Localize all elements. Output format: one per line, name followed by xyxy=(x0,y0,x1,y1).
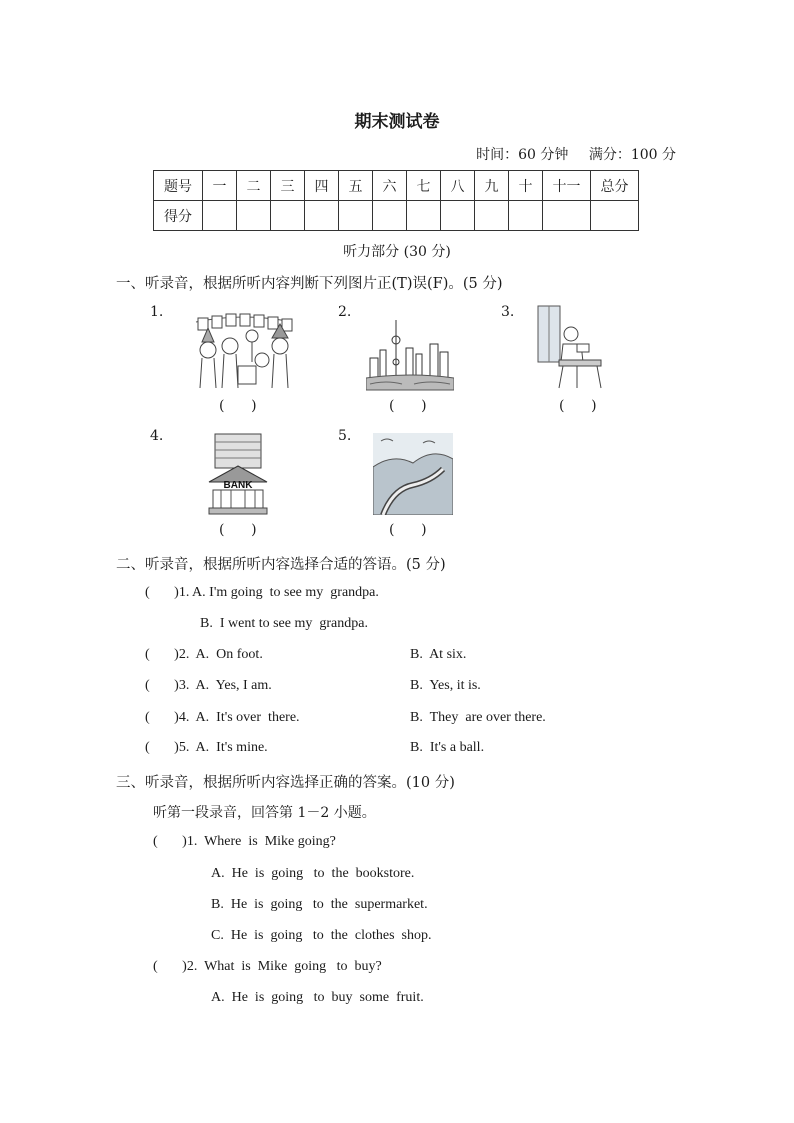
question-3-2: ( )2. What is Mike going to buy? xyxy=(153,959,382,974)
score-cell[interactable] xyxy=(509,201,543,231)
header-cell: 七 xyxy=(407,171,441,201)
answer-blank[interactable]: ( ) xyxy=(389,398,427,414)
header-cell: 三 xyxy=(271,171,305,201)
question-2-3-option-b: B. Yes, it is. xyxy=(410,678,481,693)
score-cell[interactable] xyxy=(339,201,373,231)
section3-heading: 三、听录音，根据所听内容选择正确的答案。(10 分) xyxy=(116,775,455,791)
item-number: 1. xyxy=(150,304,164,320)
question-2-1: ( )1. A. I'm going to see my grandpa. xyxy=(145,585,379,600)
header-cell: 八 xyxy=(441,171,475,201)
question-2-2-option-b: B. At six. xyxy=(410,647,467,662)
question-2-4-option-a: ( )4. A. It's over there. xyxy=(145,710,300,725)
answer-blank[interactable]: ( ) xyxy=(559,398,597,414)
question-3-1-option-a: A. He is going to the bookstore. xyxy=(211,866,415,881)
question-3-1-option-c: C. He is going to the clothes shop. xyxy=(211,928,432,943)
answer-blank[interactable]: ( ) xyxy=(389,522,427,538)
item-number: 4. xyxy=(150,428,164,444)
score-cell[interactable] xyxy=(237,201,271,231)
great-wall-icon xyxy=(373,433,453,515)
item-number: 2. xyxy=(338,304,352,320)
birthday-party-icon xyxy=(188,310,300,394)
score-cell[interactable] xyxy=(407,201,441,231)
score-cell[interactable] xyxy=(591,201,639,231)
bank-sign: BANK xyxy=(223,480,253,491)
question-2-5-option-b: B. It's a ball. xyxy=(410,740,485,755)
item-number: 3. xyxy=(501,304,515,320)
girl-reading-icon xyxy=(537,304,607,392)
question-2-1-option-b: B. I went to see my grandpa. xyxy=(200,616,368,631)
page-title: 期末测试卷 xyxy=(354,112,440,132)
full-score: 满分：100 分 xyxy=(588,147,676,163)
score-cell[interactable] xyxy=(475,201,509,231)
score-table-header-row xyxy=(154,171,639,201)
score-cell[interactable] xyxy=(441,201,475,231)
score-cell[interactable] xyxy=(271,201,305,231)
time-limit: 时间：60 分钟 xyxy=(476,147,569,163)
score-cell[interactable] xyxy=(203,201,237,231)
header-cell: 六 xyxy=(373,171,407,201)
score-cell[interactable] xyxy=(543,201,591,231)
header-cell: 十 xyxy=(509,171,543,201)
question-2-5-option-a: ( )5. A. It's mine. xyxy=(145,740,268,755)
listening-section-header: 听力部分 (30 分) xyxy=(343,244,451,260)
score-cell[interactable] xyxy=(305,201,339,231)
question-2-4-option-b: B. They are over there. xyxy=(410,710,546,725)
header-cell: 十一 xyxy=(543,171,591,201)
answer-blank[interactable]: ( ) xyxy=(219,522,257,538)
section3-subheading: 听第一段录音，回答第 1－2 小题。 xyxy=(153,805,376,821)
question-3-1-option-b: B. He is going to the supermarket. xyxy=(211,897,428,912)
item-number: 5. xyxy=(338,428,352,444)
header-cell: 二 xyxy=(237,171,271,201)
question-3-2-option-a: A. He is going to buy some fruit. xyxy=(211,990,424,1005)
question-2-2-option-a: ( )2. A. On foot. xyxy=(145,647,263,662)
header-cell: 总分 xyxy=(591,171,639,201)
header-cell: 题号 xyxy=(154,171,203,201)
exam-meta xyxy=(476,144,676,164)
score-cell[interactable] xyxy=(373,201,407,231)
section1-heading: 一、听录音，根据所听内容判断下列图片正(T)误(F)。(5 分) xyxy=(116,276,503,292)
city-skyline-icon xyxy=(366,318,454,394)
score-table xyxy=(153,170,639,231)
section2-heading: 二、听录音，根据所听内容选择合适的答语。(5 分) xyxy=(116,557,446,573)
bank-icon xyxy=(207,432,269,516)
question-3-1: ( )1. Where is Mike going? xyxy=(153,834,336,849)
question-2-3-option-a: ( )3. A. Yes, I am. xyxy=(145,678,272,693)
header-cell: 一 xyxy=(203,171,237,201)
header-cell: 五 xyxy=(339,171,373,201)
header-cell: 四 xyxy=(305,171,339,201)
answer-blank[interactable]: ( ) xyxy=(219,398,257,414)
header-cell: 九 xyxy=(475,171,509,201)
score-label-cell: 得分 xyxy=(154,201,203,231)
score-table-score-row xyxy=(154,201,639,231)
